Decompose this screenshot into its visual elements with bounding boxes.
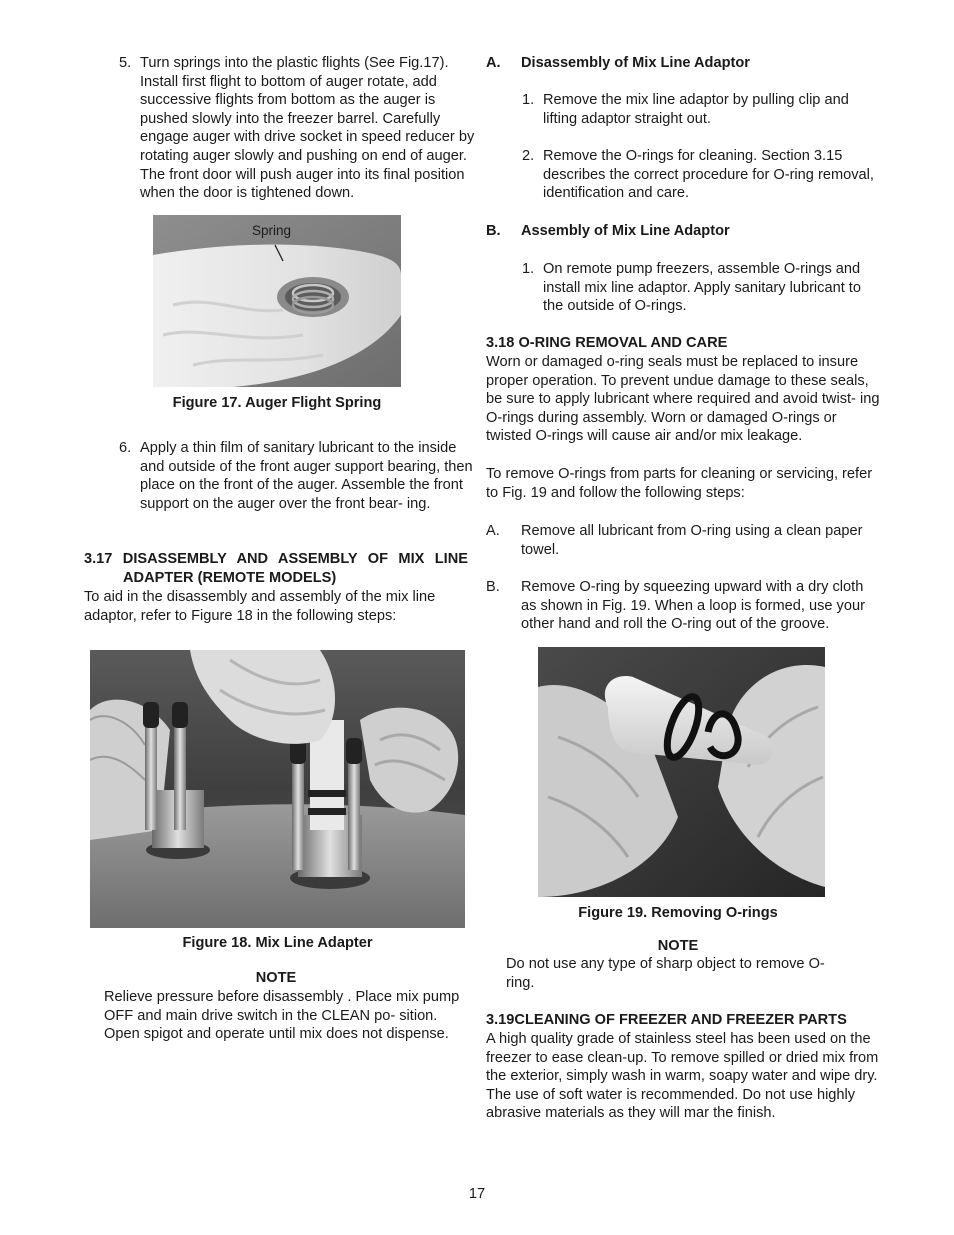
section-3-17-heading-line1: 3.17 DISASSEMBLY AND ASSEMBLY OF MIX LINE <box>84 551 468 567</box>
step-letter: B. <box>486 579 500 595</box>
step-text: Remove all lubricant from O-ring using a clean paper towel. <box>521 523 863 558</box>
figure-19-photo <box>538 647 825 897</box>
step-5 <box>119 54 477 203</box>
figure-18-caption: Figure 18. Mix Line Adapter <box>182 935 373 951</box>
step-number: 6. <box>119 440 132 456</box>
section-3-18-text-2: To remove O-rings from parts for cleaning or servicing, refer to Fig. 19 and follow the following steps: <box>486 466 873 501</box>
note-text: Relieve pressure before disassembly . Place mix pump OFF and main drive switch in the CLEAN po- sition. Open spigot and operate until mix does not dispense. <box>104 989 460 1043</box>
subsection-b-letter: B. <box>486 223 501 239</box>
step-6 <box>119 439 477 513</box>
section-3-19-heading: 3.19CLEANING OF FREEZER AND FREEZER PARTS <box>486 1012 847 1028</box>
section-3-17-heading-line2: ADAPTER (REMOTE MODELS) <box>123 570 337 586</box>
step-text: Apply a thin film of sanitary lubricant to the inside and outside of the front auger support bearing, then place on the front of the auger. Assemble the front support on the auger over the front bear- ing. <box>140 440 473 512</box>
oring-step-b <box>486 578 882 634</box>
step-number: 1. <box>522 92 535 108</box>
subsection-b-heading: Assembly of Mix Line Adaptor <box>521 223 730 239</box>
step-letter: A. <box>486 523 500 539</box>
step-text: Remove the mix line adaptor by pulling clip and lifting adaptor straight out. <box>543 92 849 127</box>
section-3-19-text: A high quality grade of stainless steel has been used on the freezer to ease clean-up. To remove spilled or dried mix from the exterior, simply wash in warm, soapy water and wipe dry. The use of soft water is recommended. Do not use highly abrasive materials as they will mar the finish. <box>486 1031 879 1122</box>
section-3-17-text: To aid in the disassembly and assembly of the mix line adaptor, refer to Figure 18 in the following steps: <box>84 589 436 624</box>
note-text: Do not use any type of sharp object to remove O-ring. <box>506 956 825 991</box>
subsection-a-letter: A. <box>486 55 501 71</box>
step-number: 2. <box>522 148 535 164</box>
step-text: Remove O-ring by squeezing upward with a dry cloth as shown in Fig. 19. When a loop is formed, use your other hand and roll the O-ring out of the groove. <box>521 579 865 633</box>
step-number: 1. <box>522 261 535 277</box>
a-step-1 <box>522 91 882 128</box>
figure-19-caption: Figure 19. Removing O-rings <box>578 905 778 921</box>
figure-17-label-spring: Spring <box>252 223 292 238</box>
step-number: 5. <box>119 55 132 71</box>
note-title: NOTE <box>657 938 699 954</box>
section-3-18-heading: 3.18 O-RING REMOVAL AND CARE <box>486 335 728 351</box>
a-step-2 <box>522 147 882 203</box>
section-3-18-text-1: Worn or damaged o-ring seals must be replaced to insure proper operation. To prevent undue damage to these seals, be sure to apply lubricant where required and avoid twist- ing O-rings during assembly. Worn or damaged O-rings or twisted O-rings will cause air and/or mix leakage. <box>486 354 880 445</box>
step-text: Turn springs into the plastic flights (See Fig.17). Install first flight to bottom of auger rotate, add successive flights from bottom as the auger is pushed slowly into the freezer barrel. Carefully engage auger with drive socket in speed reducer by rotating auger slowly and pushing on end of auger. The front door will push auger into its final position when the door is tightened down. <box>140 55 475 202</box>
figure-18-photo <box>90 650 465 928</box>
b-step-1 <box>522 260 882 316</box>
step-text: Remove the O-rings for cleaning. Section 3.15 describes the correct procedure for O-ring removal, identification and care. <box>543 148 874 202</box>
note-title: NOTE <box>255 970 297 986</box>
figure-17-photo <box>153 215 401 387</box>
oring-step-a <box>486 522 882 559</box>
figure-17-caption: Figure 17. Auger Flight Spring <box>172 395 382 411</box>
step-text: On remote pump freezers, assemble O-rings and install mix line adaptor. Apply sanitary lubricant to the outside of O-rings. <box>543 261 861 315</box>
subsection-a-heading: Disassembly of Mix Line Adaptor <box>521 55 750 71</box>
page-number: 17 <box>468 1186 486 1202</box>
